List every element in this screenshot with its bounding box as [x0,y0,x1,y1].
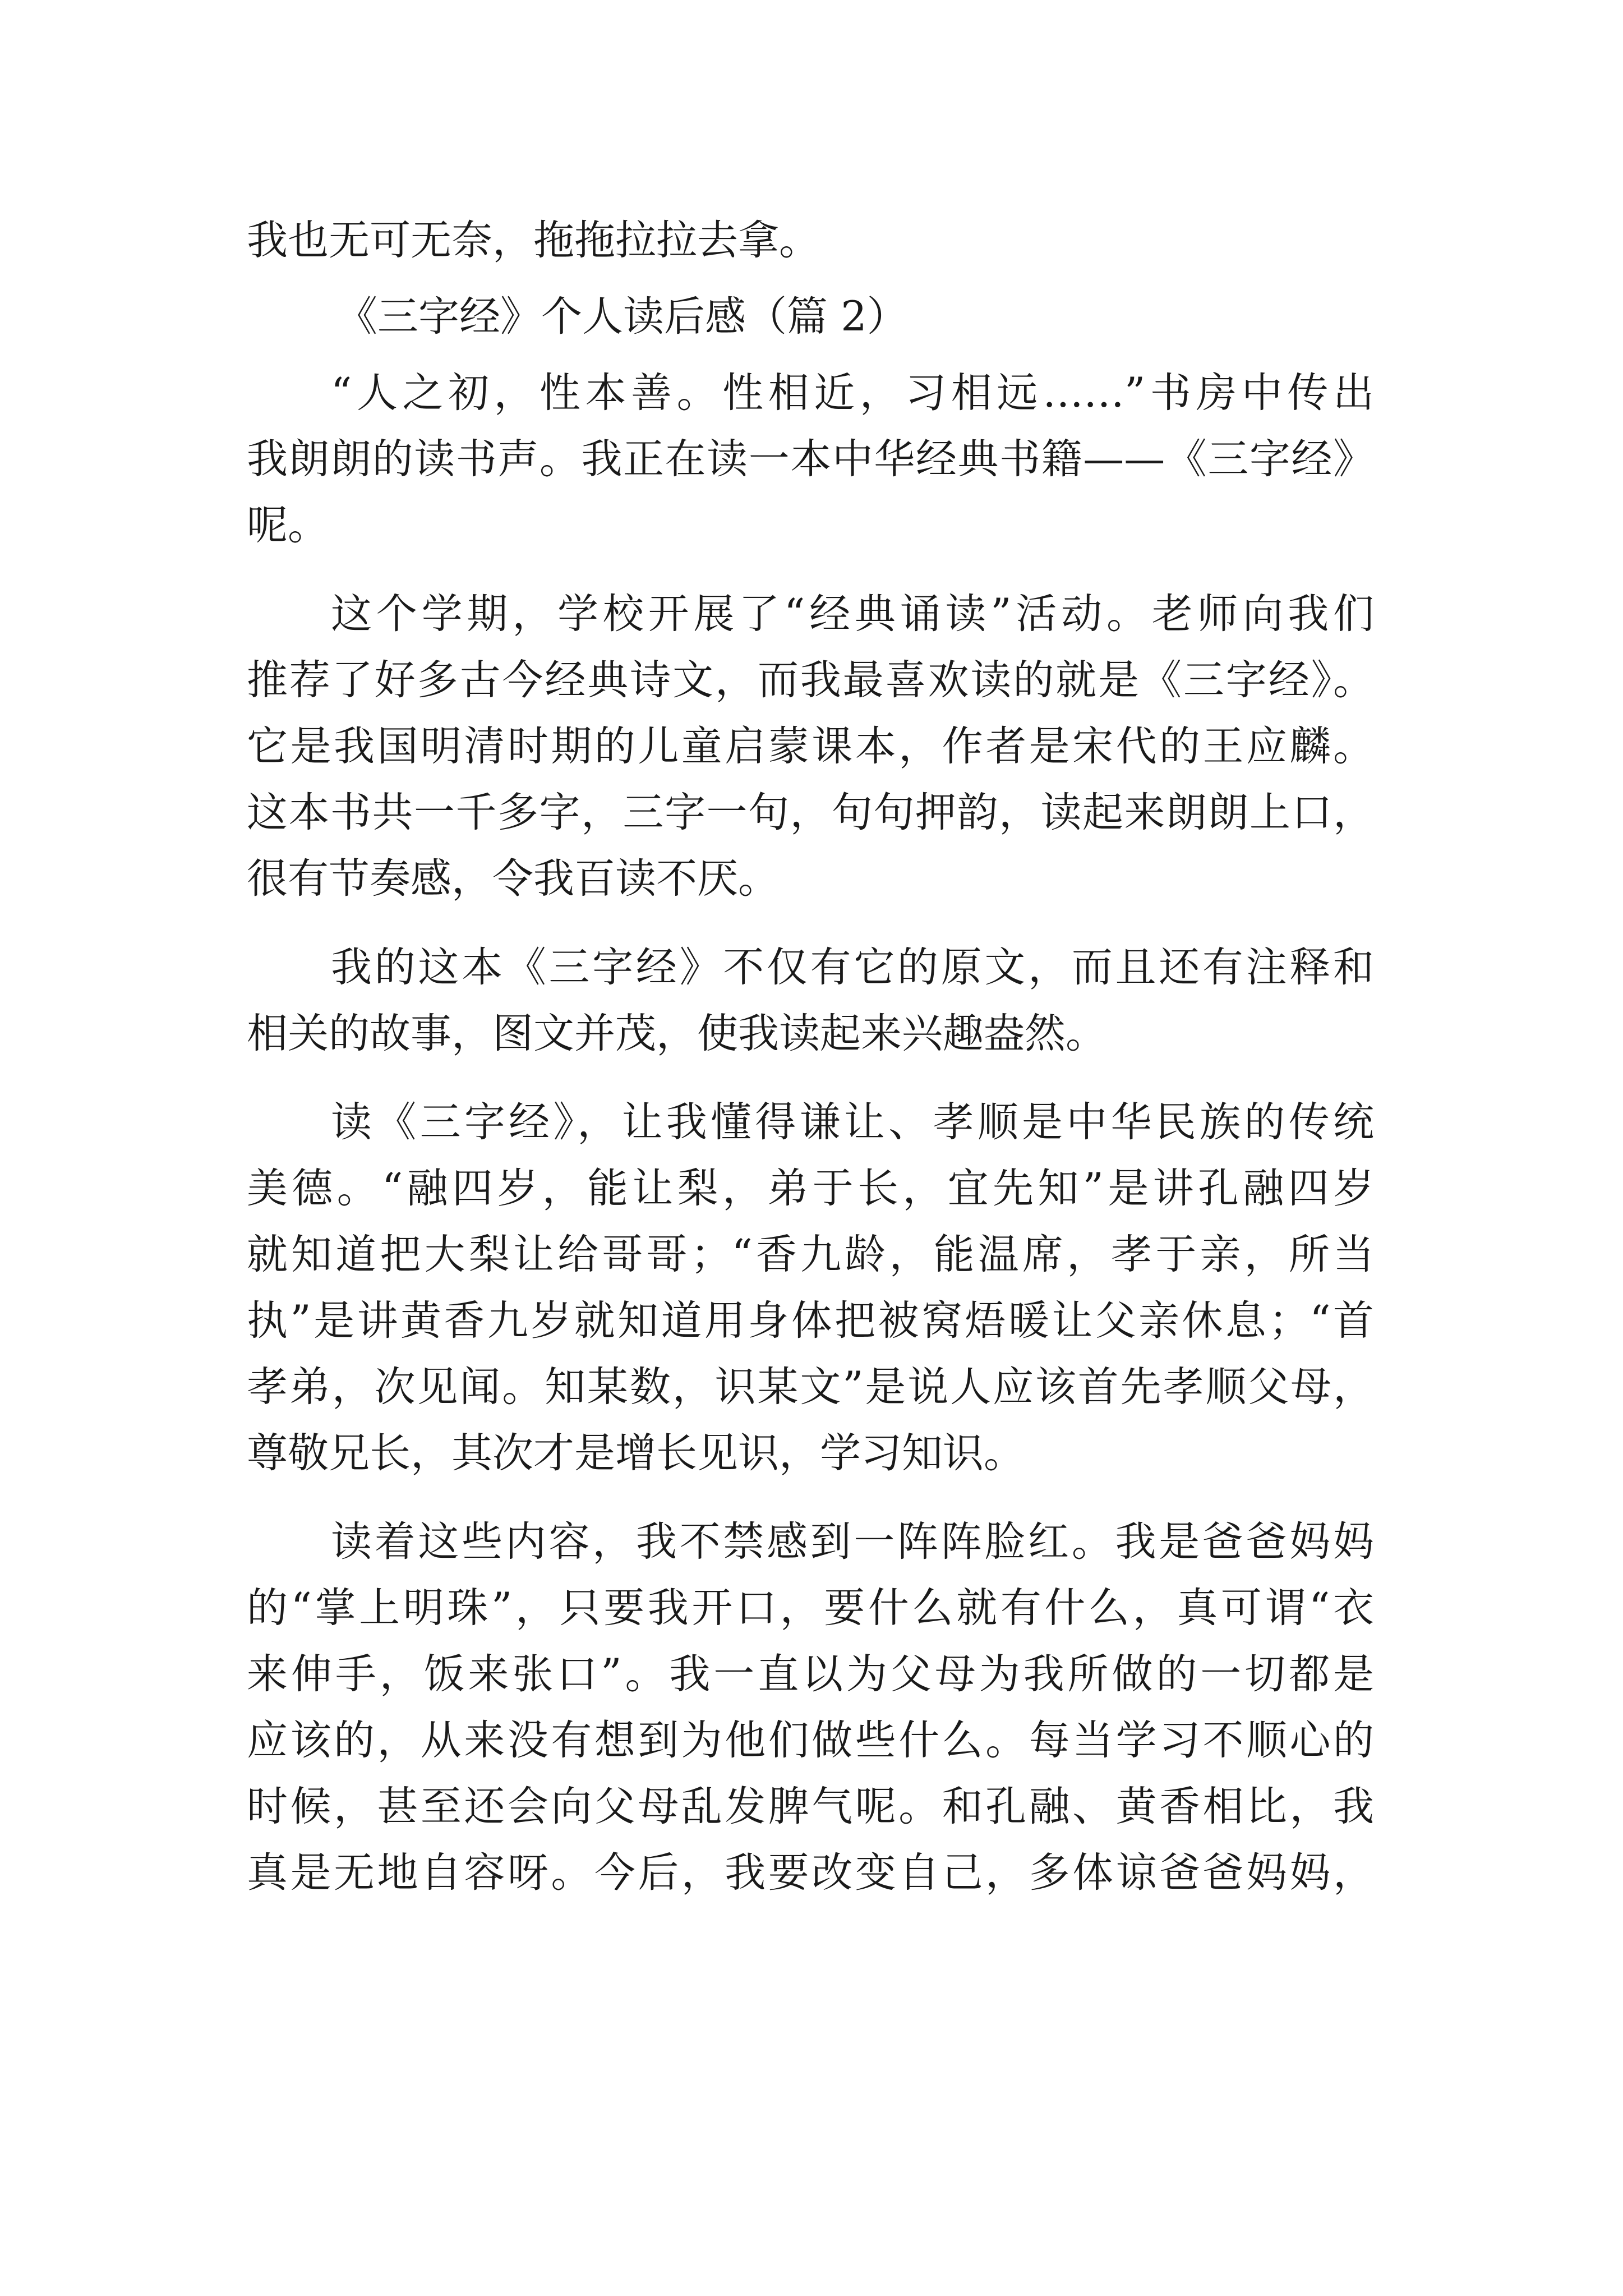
text-line: 很有节奏感，令我百读不厌。 [247,855,779,903]
paragraph-continuation [247,208,1374,274]
text-line: 尊敬兄长，其次才是增长见识，学习知识。 [247,1429,1025,1477]
paragraph-3 [247,935,1374,1067]
paragraph-1 [247,360,1374,559]
section-title-block [247,284,1374,350]
text-line: 读着这些内容，我不禁感到一阵阵脸红。我是爸爸妈妈 [331,1518,1374,1566]
paragraph-4 [247,1089,1374,1487]
text-line: 这本书共一千多字，三字一句，句句押韵，读起来朗朗上口， [247,789,1374,836]
text-line: 时候，甚至还会向父母乱发脾气呢。和孔融、黄香相比，我 [247,1783,1374,1830]
text-line: 应该的，从来没有想到为他们做些什么。每当学习不顺心的 [247,1717,1374,1764]
text-line: 这个学期，学校开展了“经典诵读”活动。老师向我们 [331,590,1374,638]
text-line: 的“掌上明珠”，只要我开口，要什么就有什么，真可谓“衣 [247,1584,1374,1632]
text-line: 相关的故事，图文并茂，使我读起来兴趣盎然。 [247,1010,1106,1057]
section-title: 《三字经》个人读后感（篇 2） [336,293,908,341]
text-line: 真是无地自容呀。今后，我要改变自己，多体谅爸爸妈妈， [247,1849,1374,1897]
document-body [247,208,1374,1906]
text-line: 推荐了好多古今经典诗文，而我最喜欢读的就是《三字经》。 [247,656,1374,704]
paragraph-5 [247,1509,1374,1906]
paragraph-2 [247,581,1374,912]
text-line: 孝弟，次见闻。知某数，识某文”是说人应该首先孝顺父母， [247,1363,1374,1411]
text-line: 呢。 [247,501,329,549]
text-line: 来伸手，饭来张口”。我一直以为父母为我所做的一切都是 [247,1650,1374,1698]
text-line: 我也无可无奈，拖拖拉拉去拿。 [247,217,820,264]
text-line: “人之初，性本善。性相近，习相远……”书房中传出 [331,369,1374,417]
text-line: 我朗朗的读书声。我正在读一本中华经典书籍——《三字经》 [247,435,1374,483]
text-line: 我的这本《三字经》不仅有它的原文，而且还有注释和 [331,944,1374,991]
text-line: 读《三字经》，让我懂得谦让、孝顺是中华民族的传统 [331,1098,1374,1146]
text-line: 执”是讲黄香九岁就知道用身体把被窝焐暖让父亲休息；“首 [247,1297,1374,1345]
text-line: 美德。“融四岁，能让梨，弟于长，宜先知”是讲孔融四岁 [247,1165,1374,1212]
text-line: 它是我国明清时期的儿童启蒙课本，作者是宋代的王应麟。 [247,723,1374,770]
text-line: 就知道把大梨让给哥哥；“香九龄，能温席，孝于亲，所当 [247,1231,1374,1278]
